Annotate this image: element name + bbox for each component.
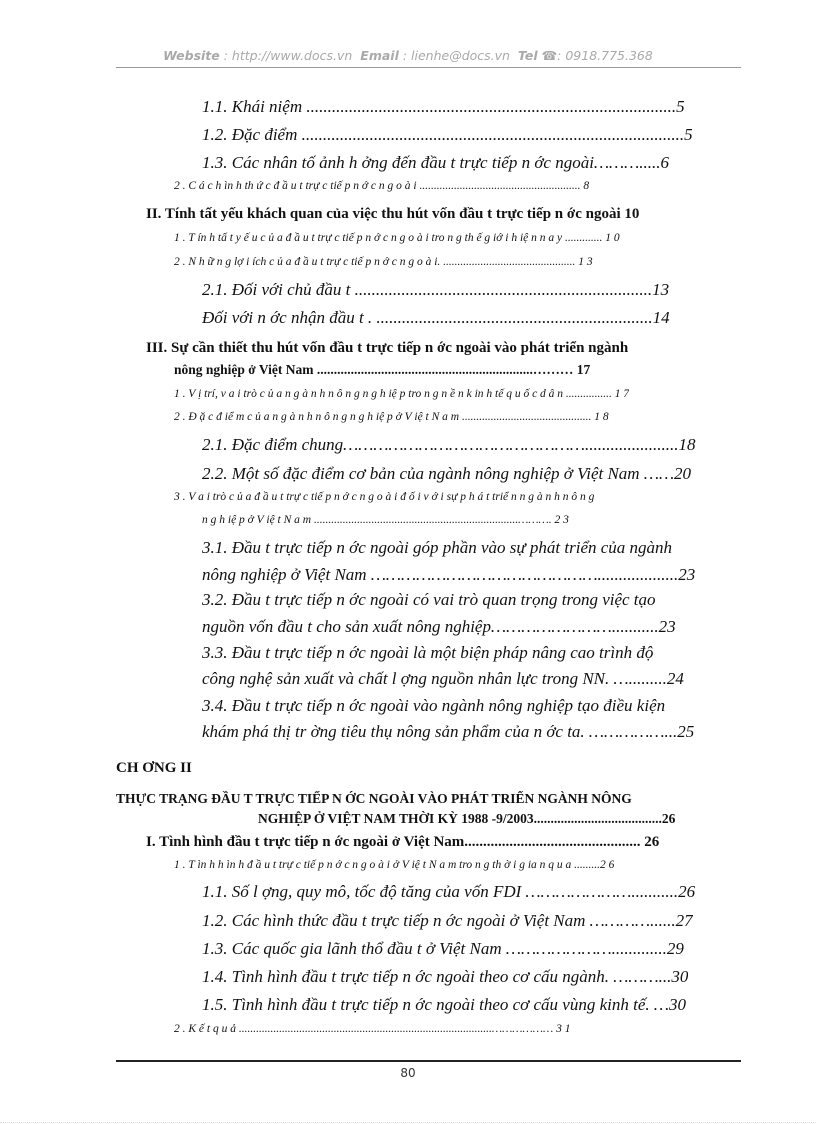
toc-entry: 1.1. Số l ợng, quy mô, tốc độ tăng của vốn FDI …………………...........26	[202, 882, 696, 901]
toc-entry: 2 . C á c h ìn h th ứ c đ ầ u t trự c tiế p n ớ c n g o à i ........................................................ 8	[174, 180, 590, 192]
toc-entry: n g h iệ p ở V iệ t N a m .......................................................................………. 2 3	[202, 514, 569, 526]
toc-entry: 2 . K ế t q u ả ........................................................................................……………… 3 1	[174, 1023, 571, 1035]
toc-entry: 1 . T ín h tấ t y ế u c ủ a đ ầ u t trự c tiế p n ớ c n g o à i tro n g th ế g iớ i h iệ n n a y ............. 1 0	[174, 232, 620, 244]
website-label: Website	[163, 48, 220, 63]
toc-entry: nông nghiệp ở Việt Nam ………………………………………...................23	[202, 565, 696, 584]
toc-entry: 1 . V ị trí, v a i trò c ủ a n g à n h n ô n g n g h iệ p tro n g n ề n k in h tế q u ố c d â n ................ 1 7	[174, 388, 630, 400]
toc-entry: 3.1. Đầu t trực tiếp n ớc ngoài góp phần vào sự phát triển của ngành	[202, 538, 673, 557]
toc-entry: 2.1. Đối với chủ đầu t ......................................................................13	[202, 280, 670, 299]
toc-entry: Đối với n ớc nhận đầu t . .................................................................14	[202, 308, 670, 327]
toc-entry: 3.2. Đầu t trực tiếp n ớc ngoài có vai trò quan trọng trong việc tạo	[202, 590, 656, 609]
toc-section: III. Sự cần thiết thu hút vốn đầu t trực tiếp n ớc ngoài vào phát triển ngành	[146, 340, 629, 356]
toc-entry: 1 . T ìn h h ìn h đ ầ u t trự c tiế p n ớ c n g o à i ở V iệ t N a m tro n g th ờ i g ia n q u a .........2 6	[174, 859, 615, 871]
toc-entry: khám phá thị tr ờng tiêu thụ nông sản phẩm của n ớc ta. ……………...25	[202, 722, 695, 741]
chapter-title: CH ƠNG II	[116, 760, 192, 776]
website-value: : http://www.docs.vn	[223, 48, 353, 63]
email-label: Email	[360, 48, 399, 63]
tel-label: Tel	[517, 48, 538, 63]
toc-entry: 3.3. Đầu t trực tiếp n ớc ngoài là một biện pháp nâng cao trình độ	[202, 643, 654, 662]
toc-entry: 1.2. Đặc điểm ..........................................................................................5	[202, 125, 693, 144]
tel-value: : 0918.775.368	[557, 48, 653, 63]
footer-rule	[116, 1060, 741, 1062]
toc-entry: 1.3. Các nhân tố ảnh h ởng đến đầu t trực tiếp n ớc ngoài……….....6	[202, 153, 670, 172]
page-number: 80	[400, 1066, 416, 1080]
toc-section: I. Tình hình đầu t trực tiếp n ớc ngoài ở Việt Nam............................................... 26	[146, 834, 660, 850]
toc-entry: 1.2. Các hình thức đầu t trực tiếp n ớc ngoài ở Việt Nam …………......27	[202, 911, 693, 930]
toc-entry: 2.1. Đặc điểm chung…………………………………………......................18	[202, 435, 696, 454]
toc-section: nông nghiệp ở Việt Nam ................................................................……… 17	[174, 362, 591, 377]
toc-entry: 2.2. Một số đặc điểm cơ bản của ngành nông nghiệp ở Việt Nam ……20	[202, 464, 692, 483]
toc-entry: nguồn vốn đầu t cho sản xuất nông nghiệp……………………...........23	[202, 617, 676, 636]
email-value: : lienhe@docs.vn	[402, 48, 510, 63]
toc-entry: 3 . V a i trò c ủ a đ ầ u t trự c tiế p n ớ c n g o à i đ ố i v ớ i sự p h á t triể n n g à n h n ô n g	[174, 491, 595, 503]
toc-section: II. Tính tất yếu khách quan của việc thu hút vốn đầu t trực tiếp n ớc ngoài 10	[146, 206, 640, 222]
page-header	[0, 48, 816, 63]
toc-entry: 1.4. Tình hình đầu t trực tiếp n ớc ngoài theo cơ cấu ngành. ………...30	[202, 967, 689, 986]
toc-entry: 2 . Đ ặ c đ iể m c ủ a n g à n h n ô n g n g h iệ p ở V iệ t N a m ............................................. 1 8	[174, 411, 609, 423]
toc-entry: 1.5. Tình hình đầu t trực tiếp n ớc ngoài theo cơ cấu vùng kinh tế. …30	[202, 995, 686, 1014]
phone-icon: ☎	[541, 48, 558, 63]
toc-entry: công nghệ sản xuất và chất l ợng nguồn nhân lực trong NN. ….........24	[202, 669, 684, 688]
toc-entry: 1.1. Khái niệm .......................................................................................5	[202, 97, 685, 116]
chapter-heading: NGHIỆP Ở VIỆT NAM THỜI KỲ 1988 -9/2003......................................26	[258, 811, 676, 826]
chapter-heading: THỰC TRẠNG ĐẦU T TRỰC TIẾP N ỚC NGOÀI VÀO PHÁT TRIỂN NGÀNH NÔNG	[116, 791, 632, 806]
toc-entry: 2 . N h ữ n g lợ i ích c ủ a đ ầ u t trự c tiế p n ớ c n g o à i. .............................................. 1 3	[174, 256, 593, 268]
toc-entry: 1.3. Các quốc gia lãnh thổ đầu t ở Việt Nam ………………….............29	[202, 939, 684, 958]
toc-entry: 3.4. Đầu t trực tiếp n ớc ngoài vào ngành nông nghiệp tạo điều kiện	[202, 696, 666, 715]
header-rule	[116, 67, 741, 68]
